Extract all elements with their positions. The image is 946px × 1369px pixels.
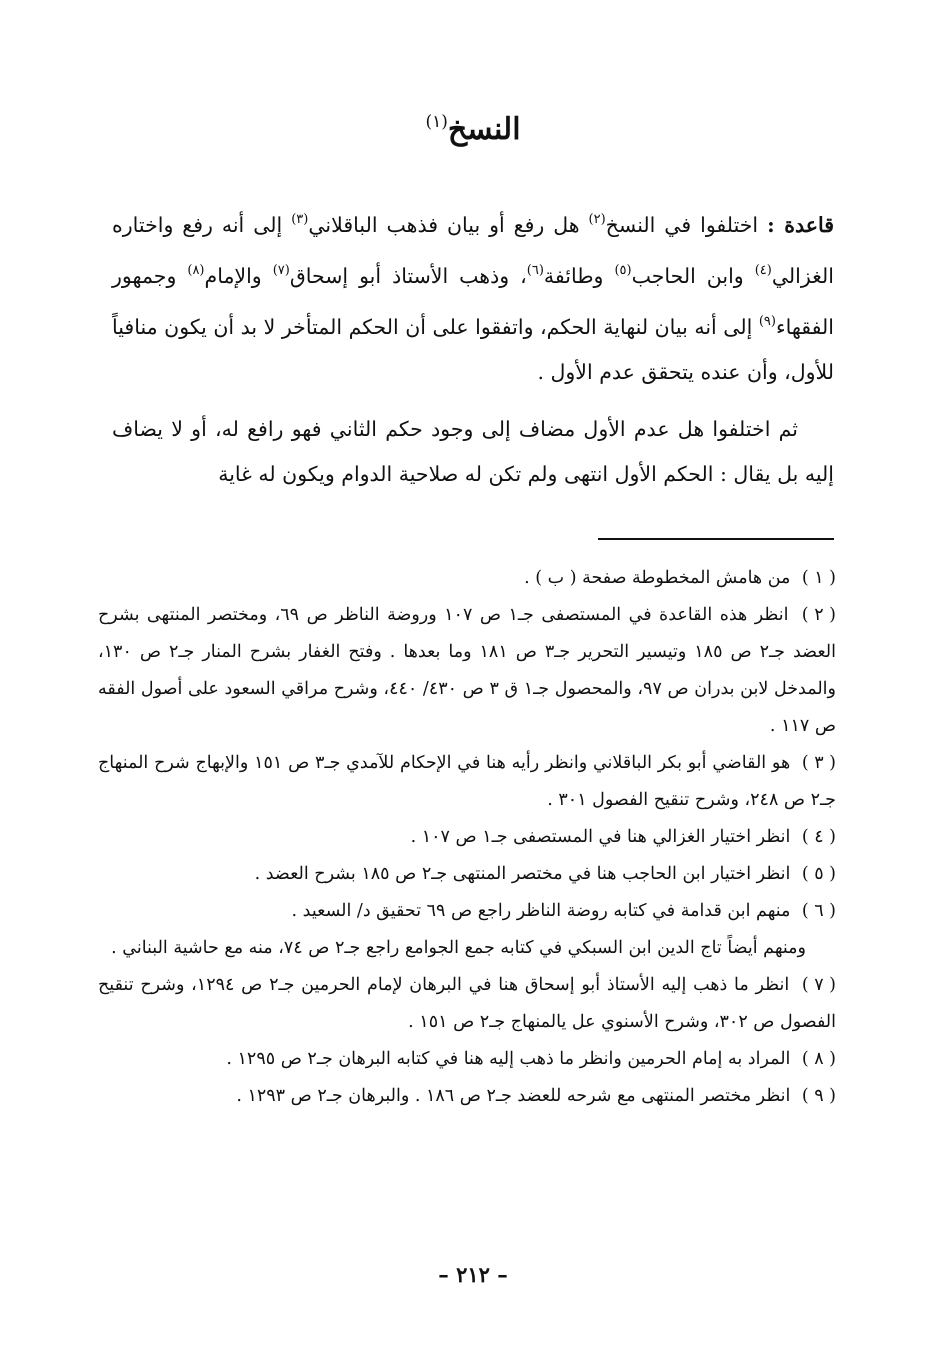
title-footnote-ref: (١) [425, 112, 448, 132]
p1-text: اختلفوا في النسخ [605, 213, 768, 237]
footnote-ref-6: (٦) [526, 263, 544, 278]
footnote-text: انظر هذه القاعدة في المستصفى جـ١ ص ١٠٧ وروضة الناظر ص ٦٩، ومختصر المنتهى بشرح العضد جـ٢ ص ١٨٥ وتيسير التحرير جـ٣ ص ١٨١ وما بعدها . وفتح الغفار بشرح المنار جـ٢ ص ١٣٠، والمدخل لابن بدران ص ٩٧، والمحصول جـ١ ق ٣ ص ٤٣٠/ ٤٤٠، وشرح مراقي السعود على أصول الفقه ص ١١٧ . [98, 605, 836, 736]
page-number: – ٢١٢ – [438, 1262, 508, 1287]
footnote-number: ( ٩ ) [801, 1086, 836, 1106]
p1-text-2: هل رفع أو بيان فذهب الباقلاني [308, 213, 589, 237]
footnote-text: المراد به إمام الحرمين وانظر ما ذهب إليه هنا في كتابه البرهان جـ٢ ص ١٢٩٥ . [226, 1049, 791, 1069]
footnote-number: ( ٦ ) [801, 901, 836, 921]
footnote-ref-9: (٩) [758, 314, 776, 329]
footnote-ref-4: (٤) [754, 263, 772, 278]
page-title [0, 112, 946, 147]
p1-text-3: إلى أنه رفع واختاره الغزالي [112, 213, 834, 288]
footnote-number: ( ٤ ) [801, 827, 836, 847]
paragraph-2: ثم اختلفوا هل عدم الأول مضاف إلى وجود حكم الثاني فهو رافع له، أو لا يضاف إليه بل يقال : الحكم الأول انتهى ولم تكن له صلاحية الدوام ويكون له غاية [112, 417, 834, 486]
footnote-separator [598, 538, 834, 540]
footnote-2 [98, 597, 836, 745]
footnote-4 [98, 819, 836, 856]
main-text [112, 197, 834, 497]
p1-text-6: ، وذهب الأستاذ أبو إسحاق [289, 264, 527, 288]
footnotes-list [98, 560, 836, 1115]
footnote-8 [98, 1041, 836, 1078]
footnote-number: ( ٢ ) [801, 605, 836, 625]
footnote-ref-3: (٣) [291, 212, 309, 227]
footnote-ref-7: (٧) [272, 263, 290, 278]
footnote-text: انظر اختيار ابن الحاجب هنا في مختصر المنتهى جـ٢ ص ١٨٥ بشرح العضد . [254, 864, 791, 884]
p1-text-4: وابن الحاجب [631, 264, 755, 288]
rule-label: قاعدة : [767, 213, 835, 237]
footnote-number: ( ٥ ) [801, 864, 836, 884]
footnote-3 [98, 745, 836, 819]
footnote-number: ( ٧ ) [801, 975, 836, 995]
footnote-number: ( ٨ ) [801, 1049, 836, 1069]
footnote-text: انظر اختيار الغزالي هنا في المستصفى جـ١ ص ١٠٧ . [410, 827, 791, 847]
footnote-text: هو القاضي أبو بكر الباقلاني وانظر رأيه هنا في الإحكام للآمدي جـ٣ ص ١٥١ والإبهاج شرح المنهاج جـ٢ ص ٢٤٨، وشرح تنقيح الفصول ٣٠١ . [98, 753, 836, 810]
footnote-ref-5: (٥) [614, 263, 632, 278]
footnote-number: ( ٣ ) [801, 753, 836, 773]
title-text: النسخ [447, 112, 521, 147]
footnote-text: منهم ابن قدامة في كتابه روضة الناظر راجع ص ٦٩ تحقيق د/ السعيد . [291, 901, 791, 921]
footnote-7 [98, 967, 836, 1041]
p1-text-9: إلى أنه بيان لنهاية الحكم، واتفقوا على أن الحكم المتأخر لا بد أن يكون منافياً للأول، وأن عنده يتحقق عدم الأول . [112, 315, 834, 384]
footnote-text: انظر مختصر المنتهى مع شرحه للعضد جـ٢ ص ١٨٦ . والبرهان جـ٢ ص ١٢٩٣ . [236, 1086, 791, 1106]
p1-text-5: وطائفة [543, 264, 615, 288]
footnote-9 [98, 1078, 836, 1115]
footnote-text: انظر ما ذهب إليه الأستاذ أبو إسحاق هنا في البرهان لإمام الحرمين جـ٢ ص ١٢٩٤، وشرح تنقيح الفصول ص ٣٠٢، وشرح الأسنوي عل يالمنهاج جـ٢ ص ١٥١ . [98, 975, 836, 1032]
footnote-ref-2: (٢) [588, 212, 606, 227]
paragraph-1 [112, 197, 834, 395]
p1-text-7: والإمام [204, 264, 273, 288]
p1-text-8: وجمهور الفقهاء [112, 264, 834, 339]
footnote-ref-8: (٨) [187, 263, 205, 278]
footnote-continuation: ومنهم أيضاً تاج الدين ابن السبكي في كتابه جمع الجوامع راجع جـ٢ ص ٧٤، منه مع حاشية البناني . [111, 938, 806, 958]
footnote-5 [98, 856, 836, 893]
footnote-1 [98, 560, 836, 597]
footnote-number: ( ١ ) [801, 568, 836, 588]
footnote-6 [98, 893, 836, 967]
footnote-text: من هامش المخطوطة صفحة ( ب ) . [524, 568, 791, 588]
